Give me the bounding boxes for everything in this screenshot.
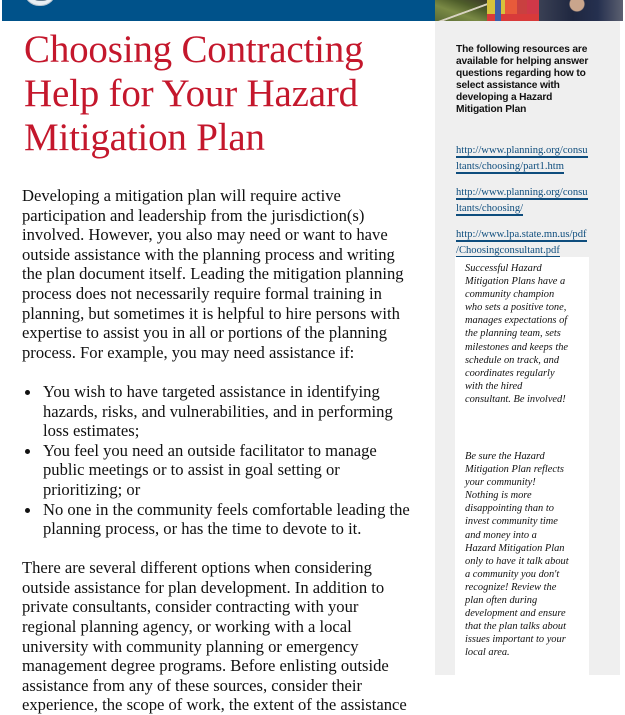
assistance-bullet-list <box>22 382 422 539</box>
text-line: You wish to have targeted assistance in identifying <box>43 381 380 401</box>
tips-box <box>455 257 589 675</box>
header-band <box>2 0 435 21</box>
text-line: invest community time <box>465 516 558 528</box>
text-line: available for helping answer <box>456 55 589 67</box>
hazard-map-photo <box>487 0 539 21</box>
text-line: consultant. Be involved! <box>465 393 566 405</box>
text-line: There are several different options when considering <box>22 558 372 578</box>
text-line: the planning team, sets <box>465 328 561 340</box>
text-line: participation and leadership from the jurisdiction(s) <box>22 205 365 225</box>
resource-link-apa-part1[interactable] <box>456 144 621 176</box>
resources-sidebar <box>435 21 620 675</box>
text-line: a community you don't <box>465 568 560 580</box>
text-line: schedule on track, and <box>465 354 560 366</box>
text-line: select assistance with <box>456 79 560 91</box>
text-line: planning process, or has the time to devote to it. <box>43 519 362 539</box>
text-line: coordinates regularly <box>465 367 555 379</box>
text-line: only to have it talk about <box>465 555 569 567</box>
tip-community-champion <box>465 262 568 406</box>
text-line: Hazard Mitigation Plan <box>465 542 565 554</box>
text-line: prioritizing; or <box>43 479 141 499</box>
sidebar-intro <box>456 44 616 115</box>
link-line[interactable]: ltants/choosing/ <box>456 203 524 214</box>
text-line: issues important to your <box>465 634 566 646</box>
link-line[interactable]: http://www.planning.org/consu <box>456 145 588 156</box>
title-line: Mitigation Plan <box>24 116 265 159</box>
text-line: and money into a <box>465 529 537 541</box>
main-column <box>22 28 422 715</box>
resource-link-apa-choosing[interactable] <box>456 186 621 218</box>
person-photo <box>539 0 623 21</box>
link-line[interactable]: http://www.planning.org/consu <box>456 187 588 198</box>
title-line: Choosing Contracting <box>24 28 364 71</box>
text-line: recognize! Review the <box>465 581 557 593</box>
text-line: outside assistance with the planning process and writing <box>22 244 395 264</box>
text-line: process. For example, you may need assistance if: <box>22 342 355 362</box>
text-line: involved. However, you also may need or want to have <box>22 225 388 245</box>
bullet-item <box>22 382 422 441</box>
text-line: outside assistance for plan development. In addition to <box>22 577 385 597</box>
options-paragraph <box>22 558 422 715</box>
bullet-item <box>22 441 422 500</box>
text-line: plan often during <box>465 595 538 607</box>
text-line: assistance from any of these sources, consider their <box>22 675 363 695</box>
text-line: that the plan talks about <box>465 621 567 633</box>
resource-links <box>456 144 621 270</box>
text-line: management degree programs. Before enlisting outside <box>22 656 389 676</box>
text-line: milestones and keeps the <box>465 341 569 353</box>
text-line: development and ensure <box>465 608 566 620</box>
text-line: planning, but sometimes it is helpful to hire persons with <box>22 303 400 323</box>
text-line: developing a Hazard <box>456 91 553 103</box>
text-line: Successful Hazard <box>465 263 542 274</box>
text-line: disappointing than to <box>465 503 554 515</box>
text-line: hazards, risks, and vulnerabilities, and in performing <box>43 401 393 421</box>
text-line: Developing a mitigation plan will require active <box>22 186 341 205</box>
link-line[interactable]: ltants/choosing/part1.htm <box>456 161 564 172</box>
text-line: No one in the community feels comfortable leading the <box>43 499 410 519</box>
aerial-photo <box>435 0 487 21</box>
text-line: the plan document itself. Leading the mitigation planning <box>22 264 404 284</box>
text-line: process does not necessarily require formal training in <box>22 283 382 303</box>
text-line: local area. <box>465 647 510 659</box>
title-line: Help for Your Hazard <box>24 72 358 115</box>
intro-paragraph <box>22 186 422 362</box>
text-line: community champion <box>465 289 555 301</box>
text-line: expertise to assist you in all or portions of the planning <box>22 323 388 343</box>
text-line: who sets a positive tone, <box>465 302 567 314</box>
text-line: You feel you need an outside facilitator to manage <box>43 440 377 460</box>
header-photo-strip <box>435 0 623 21</box>
seal-ring <box>31 0 51 1</box>
text-line: private consultants, consider contracting with your <box>22 597 359 617</box>
text-line: loss estimates; <box>43 421 140 441</box>
tip-reflect-community <box>465 450 569 660</box>
text-line: with the hired <box>465 380 523 392</box>
text-line: The following resources are <box>456 44 588 55</box>
text-line: manages expectations of <box>465 315 568 327</box>
bullet-icon <box>25 508 30 513</box>
link-line[interactable]: /Choosingconsultant.pdf <box>456 245 560 256</box>
text-line: regional planning agency, or working with a local <box>22 617 352 637</box>
resource-link-mn-lpa[interactable] <box>456 228 621 260</box>
bullet-icon <box>25 390 30 395</box>
text-line: university with community planning or emergency <box>22 636 359 656</box>
text-line: Nothing is more <box>465 490 532 502</box>
link-line[interactable]: http://www.lpa.state.mn.us/pdf <box>456 229 587 240</box>
agency-seal-icon <box>24 0 56 6</box>
text-line: experience, the scope of work, the extent of the assistance <box>22 695 407 715</box>
text-line: Mitigation Plans have a <box>465 276 566 288</box>
text-line: Be sure the Hazard <box>465 451 545 462</box>
text-line: questions regarding how to <box>456 67 586 79</box>
text-line: Mitigation Plan reflects <box>465 464 564 476</box>
text-line: Mitigation Plan <box>456 103 527 115</box>
bullet-item <box>22 500 422 539</box>
text-line: public meetings or to assist in goal setting or <box>43 460 340 480</box>
page-title <box>24 28 422 160</box>
text-line: your community! <box>465 477 536 489</box>
bullet-icon <box>25 449 30 454</box>
